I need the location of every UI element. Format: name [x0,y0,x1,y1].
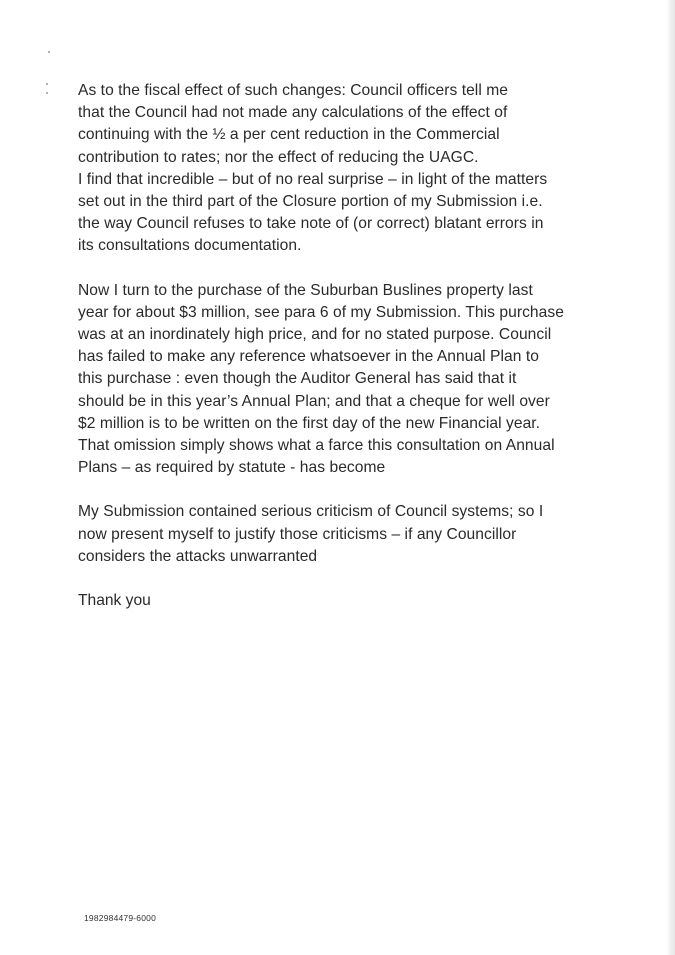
text-line: the way Council refuses to take note of (or correct) blatant errors in [78,215,544,233]
text-line: now present myself to justify those criticisms – if any Councillor [78,525,517,543]
text-line: My Submission contained serious criticism of Council systems; so I [78,503,544,521]
text-line: set out in the third part of the Closure portion of my Submission i.e. [78,193,543,211]
text-line: this purchase : even though the Auditor General has said that it [78,370,517,388]
scan-speck [48,51,50,53]
scan-speck [46,92,48,94]
scan-speck [46,83,48,85]
text-line: Plans – as required by statute - has become [78,459,386,477]
text-line: has failed to make any reference whatsoever in the Annual Plan to [78,348,539,366]
text-line: I find that incredible – but of no real surprise – in light of the matters [78,170,548,188]
text-line: that the Council had not made any calculations of the effect of [78,104,508,122]
text-line: As to the fiscal effect of such changes: Council officers tell me [78,82,508,99]
text-line: Now I turn to the purchase of the Suburban Buslines property last [78,281,533,299]
letter-body [78,80,598,612]
text-line: should be in this year’s Annual Plan; and that a cheque for well over [78,392,550,410]
text-line: $2 million is to be written on the first day of the new Financial year. [78,414,541,432]
paragraph-buslines-purchase [78,280,598,480]
text-line: continuing with the ½ a per cent reduction in the Commercial [78,126,500,144]
text-line: its consultations documentation. [78,237,302,255]
paragraph-fiscal-effect [78,80,598,258]
text-line: considers the attacks unwarranted [78,547,318,565]
text-line: contribution to rates; nor the effect of reducing the UAGC. [78,148,479,166]
document-id-number: 1982984479-6000 [84,913,157,923]
scan-page-edge [667,0,675,955]
text-line: was at an inordinately high price, and for no stated purpose. Council [78,326,552,344]
paragraph-criticism [78,501,598,568]
text-line: That omission simply shows what a farce this consultation on Annual [78,437,555,455]
text-line: year for about $3 million, see para 6 of my Submission. This purchase [78,303,564,321]
closing-thank-you: Thank you [78,592,151,610]
